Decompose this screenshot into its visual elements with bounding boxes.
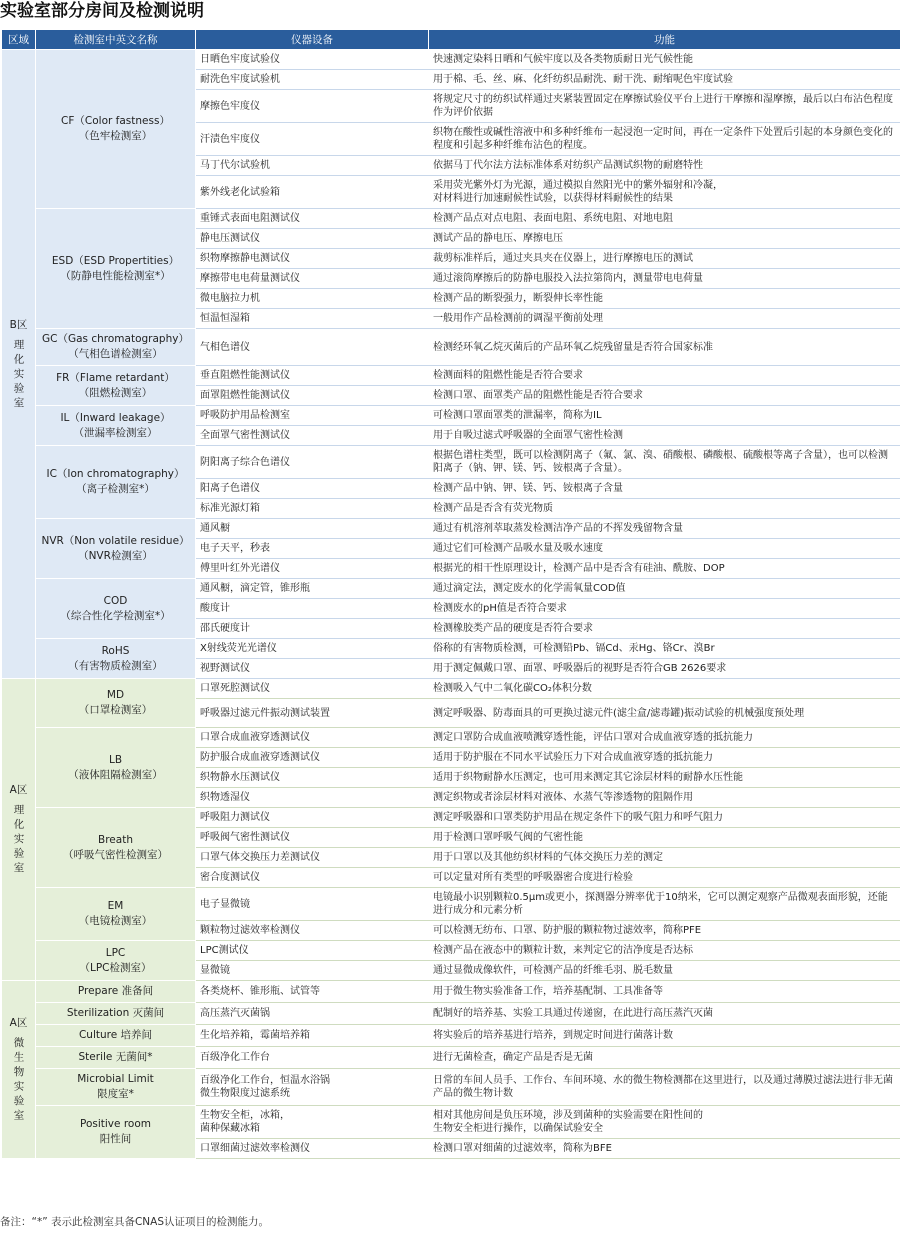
section-code: A区: [9, 1017, 28, 1029]
function-cell: 日常的车间人员手、工作台、车间环境、水的微生物检测都在这里进行，以及通过薄膜过滤法进行非无菌产品的微生物计数: [429, 1069, 900, 1106]
equipment-cell: 马丁代尔试验机: [196, 156, 429, 176]
function-cell: 通过它们可检测产品吸水量及吸水速度: [429, 539, 900, 559]
equipment-cell: 邵氏硬度计: [196, 619, 429, 639]
equipment-cell: 日晒色牢度试验仪: [196, 50, 429, 70]
table-row: [2, 50, 900, 70]
equipment-cell: LPC测试仪: [196, 941, 429, 961]
equipment-cell: 通风橱，滴定管，锥形瓶: [196, 579, 429, 599]
function-cell: 通过滚筒摩擦后的防静电服投入法拉第筒内，测量带电电荷量: [429, 269, 900, 289]
function-cell: 检测废水的pH值是否符合要求: [429, 599, 900, 619]
room-name: FR（Flame retardant） （阻燃检测室）: [36, 366, 196, 406]
room-name: Culture 培养间: [36, 1025, 196, 1047]
function-cell: 快速测定染料日晒和气候牢度以及各类物质耐日光气候性能: [429, 50, 900, 70]
function-cell: 电镜最小识别颗粒0.5μm或更小，探测器分辨率优于10纳米，它可以测定观察产品微观表面形貌，还能进行成分和元素分析: [429, 888, 900, 921]
function-cell: 测定口罩防合成血液喷溅穿透性能，评估口罩对合成血液穿透的抵抗能力: [429, 728, 900, 748]
equipment-cell: 显微镜: [196, 961, 429, 981]
equipment-cell: 酸度计: [196, 599, 429, 619]
equipment-cell: 防护服合成血液穿透测试仪: [196, 748, 429, 768]
function-cell: 根据光的相干性原理设计，检测产品中是否含有硅油、酰胺、DOP: [429, 559, 900, 579]
equipment-cell: 电子天平，秒表: [196, 539, 429, 559]
header-equipment: 仪器设备: [196, 30, 429, 50]
table-row: [2, 366, 900, 386]
function-cell: 测试产品的静电压、摩擦电压: [429, 229, 900, 249]
function-cell: 检测吸入气中二氧化碳CO₂体积分数: [429, 679, 900, 699]
table-row: [2, 1025, 900, 1047]
function-cell: 进行无菌检查，确定产品是否是无菌: [429, 1047, 900, 1069]
equipment-cell: 垂直阻燃性能测试仪: [196, 366, 429, 386]
equipment-cell: 口罩气体交换压力差测试仪: [196, 848, 429, 868]
function-cell: 用于测定佩戴口罩、面罩、呼吸器后的视野是否符合GB 2626要求: [429, 659, 900, 679]
header-function: 功能: [429, 30, 900, 50]
room-name: Microbial Limit 限度室*: [36, 1069, 196, 1106]
function-cell: 测定织物或者涂层材料对液体、水蒸气等渗透物的阻隔作用: [429, 788, 900, 808]
function-cell: 通过滴定法，测定废水的化学需氧量COD值: [429, 579, 900, 599]
room-name: GC（Gas chromatography） （气相色谱检测室）: [36, 329, 196, 366]
equipment-cell: 微电脑拉力机: [196, 289, 429, 309]
room-name: RoHS （有害物质检测室）: [36, 639, 196, 679]
equipment-cell: 电子显微镜: [196, 888, 429, 921]
function-cell: 检测产品在液态中的颗粒计数，来判定它的洁净度是否达标: [429, 941, 900, 961]
equipment-cell: 静电压测试仪: [196, 229, 429, 249]
function-cell: 检测经环氧乙烷灭菌后的产品环氧乙烷残留量是否符合国家标准: [429, 329, 900, 366]
equipment-cell: 生物安全柜，冰箱， 菌种保藏冰箱: [196, 1106, 429, 1139]
function-cell: 将规定尺寸的纺织试样通过夹紧装置固定在摩擦试验仪平台上进行干摩擦和湿摩擦，最后以白布沾色程度作为评价依据: [429, 90, 900, 123]
table-row: [2, 446, 900, 479]
equipment-cell: 呼吸防护用品检测室: [196, 406, 429, 426]
function-cell: 检测面料的阻燃性能是否符合要求: [429, 366, 900, 386]
function-cell: 俗称的有害物质检测，可检测铅Pb、镉Cd、汞Hg、铬Cr、溴Br: [429, 639, 900, 659]
section-label: [2, 679, 36, 981]
function-cell: 检测产品点对点电阻、表面电阻、系统电阻、对地电阻: [429, 209, 900, 229]
function-cell: 将实验后的培养基进行培养，到规定时间进行菌落计数: [429, 1025, 900, 1047]
function-cell: 通过显微成像软件，可检测产品的纤维毛羽、脱毛数量: [429, 961, 900, 981]
equipment-cell: 全面罩气密性测试仪: [196, 426, 429, 446]
room-name: CF（Color fastness） （色牢检测室）: [36, 50, 196, 209]
equipment-cell: 高压蒸汽灭菌锅: [196, 1003, 429, 1025]
equipment-cell: 织物透湿仪: [196, 788, 429, 808]
equipment-cell: 通风橱: [196, 519, 429, 539]
function-cell: 用于微生物实验准备工作，培养基配制、工具准备等: [429, 981, 900, 1003]
function-cell: 一般用作产品检测前的调湿平衡前处理: [429, 309, 900, 329]
equipment-cell: 面罩阻燃性能测试仪: [196, 386, 429, 406]
function-cell: 依据马丁代尔法方法标准体系对纺织产品测试织物的耐磨特性: [429, 156, 900, 176]
equipment-cell: 阴阳离子综合色谱仪: [196, 446, 429, 479]
section-code: B区: [9, 318, 28, 331]
room-name: LB （液体阻隔检测室）: [36, 728, 196, 808]
table-row: [2, 941, 900, 961]
section-name: 理化实验室: [12, 804, 25, 877]
equipment-cell: 织物静水压测试仪: [196, 768, 429, 788]
room-name: Breath （呼吸气密性检测室）: [36, 808, 196, 888]
function-cell: 检测产品中钠、钾、镁、钙、铵根离子含量: [429, 479, 900, 499]
equipment-cell: 百级净化工作台，恒温水浴锅 微生物限度过滤系统: [196, 1069, 429, 1106]
table-row: [2, 209, 900, 229]
table-row: [2, 579, 900, 599]
function-cell: 适用于织物耐静水压测定，也可用来测定其它涂层材料的耐静水压性能: [429, 768, 900, 788]
function-cell: 检测产品的断裂强力，断裂伸长率性能: [429, 289, 900, 309]
table-header-row: [2, 30, 900, 50]
equipment-cell: 摩擦色牢度仪: [196, 90, 429, 123]
equipment-cell: 标准光源灯箱: [196, 499, 429, 519]
table-row: [2, 1047, 900, 1069]
room-name: IL（Inward leakage） （泄漏率检测室）: [36, 406, 196, 446]
function-cell: 检测口罩对细菌的过滤效率，简称为BFE: [429, 1139, 900, 1159]
page-title: 实验室部分房间及检测说明: [0, 1, 204, 21]
lab-table: [1, 29, 900, 1159]
section-code: A区: [9, 784, 28, 797]
table-row: [2, 808, 900, 828]
room-name: Positive room 阳性间: [36, 1106, 196, 1159]
function-cell: 测定呼吸器、防毒面具的可更换过滤元件(滤尘盒/滤毒罐)振动试验的机械强度预处理: [429, 699, 900, 728]
equipment-cell: 生化培养箱，霉菌培养箱: [196, 1025, 429, 1047]
table-body: [2, 50, 900, 1159]
function-cell: 采用荧光紫外灯为光源，通过模拟自然阳光中的紫外辐射和冷凝， 对材料进行加速耐候性试验，以获得材料耐候性的结果: [429, 176, 900, 209]
function-cell: 测定呼吸器和口罩类防护用品在规定条件下的吸气阻力和呼气阻力: [429, 808, 900, 828]
function-cell: 检测口罩、面罩类产品的阻燃性能是否符合要求: [429, 386, 900, 406]
table-row: [2, 406, 900, 426]
header-area: 区域: [2, 30, 36, 50]
room-name: Prepare 准备间: [36, 981, 196, 1003]
room-name: ESD（ESD Propertities） （防静电性能检测室*）: [36, 209, 196, 329]
equipment-cell: 紫外线老化试验箱: [196, 176, 429, 209]
equipment-cell: 呼吸阀气密性测试仪: [196, 828, 429, 848]
room-name: Sterilization 灭菌间: [36, 1003, 196, 1025]
table-row: [2, 981, 900, 1003]
equipment-cell: 恒温恒湿箱: [196, 309, 429, 329]
function-cell: 相对其他房间是负压环境，涉及到菌种的实验需要在阳性间的 生物安全柜进行操作，以确保试验安全: [429, 1106, 900, 1139]
equipment-cell: 口罩细菌过滤效率检测仪: [196, 1139, 429, 1159]
room-name: IC（Ion chromatography） （离子检测室*）: [36, 446, 196, 519]
equipment-cell: 呼吸阻力测试仪: [196, 808, 429, 828]
function-cell: 可以定量对所有类型的呼吸器密合度进行检验: [429, 868, 900, 888]
table-row: [2, 679, 900, 699]
section-name: 理化实验室: [12, 338, 25, 412]
table-row: [2, 728, 900, 748]
equipment-cell: 口罩死腔测试仪: [196, 679, 429, 699]
function-cell: 检测产品是否含有荧光物质: [429, 499, 900, 519]
function-cell: 织物在酸性或碱性溶液中和多种纤维布一起浸泡一定时间，再在一定条件下处置后引起的本身颜色变化的程度和引起多种纤维布沾色的程度。: [429, 123, 900, 156]
table-row: [2, 329, 900, 366]
table-row: [2, 1003, 900, 1025]
header-room: 检测室中英文名称: [36, 30, 196, 50]
function-cell: 根据色谱柱类型，既可以检测阴离子（氟、氯、溴、硝酸根、磷酸根、硫酸根等离子含量），也可以检测阳离子（钠、钾、镁、钙、铵根离子含量）。: [429, 446, 900, 479]
equipment-cell: 口罩合成血液穿透测试仪: [196, 728, 429, 748]
equipment-cell: X射线荧光光谱仪: [196, 639, 429, 659]
equipment-cell: 密合度测试仪: [196, 868, 429, 888]
function-cell: 检测橡胶类产品的硬度是否符合要求: [429, 619, 900, 639]
section-label: [2, 50, 36, 679]
room-name: LPC （LPC检测室）: [36, 941, 196, 981]
table-row: [2, 1069, 900, 1106]
equipment-cell: 摩擦带电电荷量测试仪: [196, 269, 429, 289]
equipment-cell: 织物摩擦静电测试仪: [196, 249, 429, 269]
table-row: [2, 888, 900, 921]
equipment-cell: 气相色谱仪: [196, 329, 429, 366]
equipment-cell: 百级净化工作台: [196, 1047, 429, 1069]
function-cell: 用于棉、毛、丝、麻、化纤纺织品耐洗、耐干洗、耐缩呢色牢度试验: [429, 70, 900, 90]
function-cell: 可检测口罩面罩类的泄漏率，简称为IL: [429, 406, 900, 426]
room-name: Sterile 无菌间*: [36, 1047, 196, 1069]
section-name: 微生物实验室: [12, 1037, 25, 1124]
equipment-cell: 傅里叶红外光谱仪: [196, 559, 429, 579]
equipment-cell: 耐洗色牢度试验机: [196, 70, 429, 90]
equipment-cell: 各类烧杯、锥形瓶、试管等: [196, 981, 429, 1003]
function-cell: 可以检测无纺布、口罩、防护服的颗粒物过滤效率，简称PFE: [429, 921, 900, 941]
function-cell: 用于自吸过滤式呼吸器的全面罩气密性检测: [429, 426, 900, 446]
equipment-cell: 视野测试仪: [196, 659, 429, 679]
equipment-cell: 汗渍色牢度仪: [196, 123, 429, 156]
function-cell: 用于口罩以及其他纺织材料的气体交换压力差的测定: [429, 848, 900, 868]
equipment-cell: 呼吸器过滤元件振动测试装置: [196, 699, 429, 728]
table-row: [2, 519, 900, 539]
function-cell: 用于检测口罩呼吸气阀的气密性能: [429, 828, 900, 848]
room-name: EM （电镜检测室）: [36, 888, 196, 941]
function-cell: 裁剪标准样后，通过夹具夹在仪器上，进行摩擦电压的测试: [429, 249, 900, 269]
footnote: 备注：“*” 表示此检测室具备CNAS认证项目的检测能力。: [0, 1216, 269, 1228]
function-cell: 配制好的培养基、实验工具通过传递窗，在此进行高压蒸汽灭菌: [429, 1003, 900, 1025]
room-name: NVR（Non volatile residue） （NVR检测室）: [36, 519, 196, 579]
table-row: [2, 639, 900, 659]
equipment-cell: 颗粒物过滤效率检测仪: [196, 921, 429, 941]
room-name: MD （口罩检测室）: [36, 679, 196, 728]
equipment-cell: 阳离子色谱仪: [196, 479, 429, 499]
function-cell: 适用于防护服在不同水平试验压力下对合成血液穿透的抵抗能力: [429, 748, 900, 768]
equipment-cell: 重锤式表面电阻测试仪: [196, 209, 429, 229]
section-label: [2, 981, 36, 1159]
function-cell: 通过有机溶剂萃取蒸发检测洁净产品的不挥发残留物含量: [429, 519, 900, 539]
table-row: [2, 1106, 900, 1139]
room-name: COD （综合性化学检测室*）: [36, 579, 196, 639]
